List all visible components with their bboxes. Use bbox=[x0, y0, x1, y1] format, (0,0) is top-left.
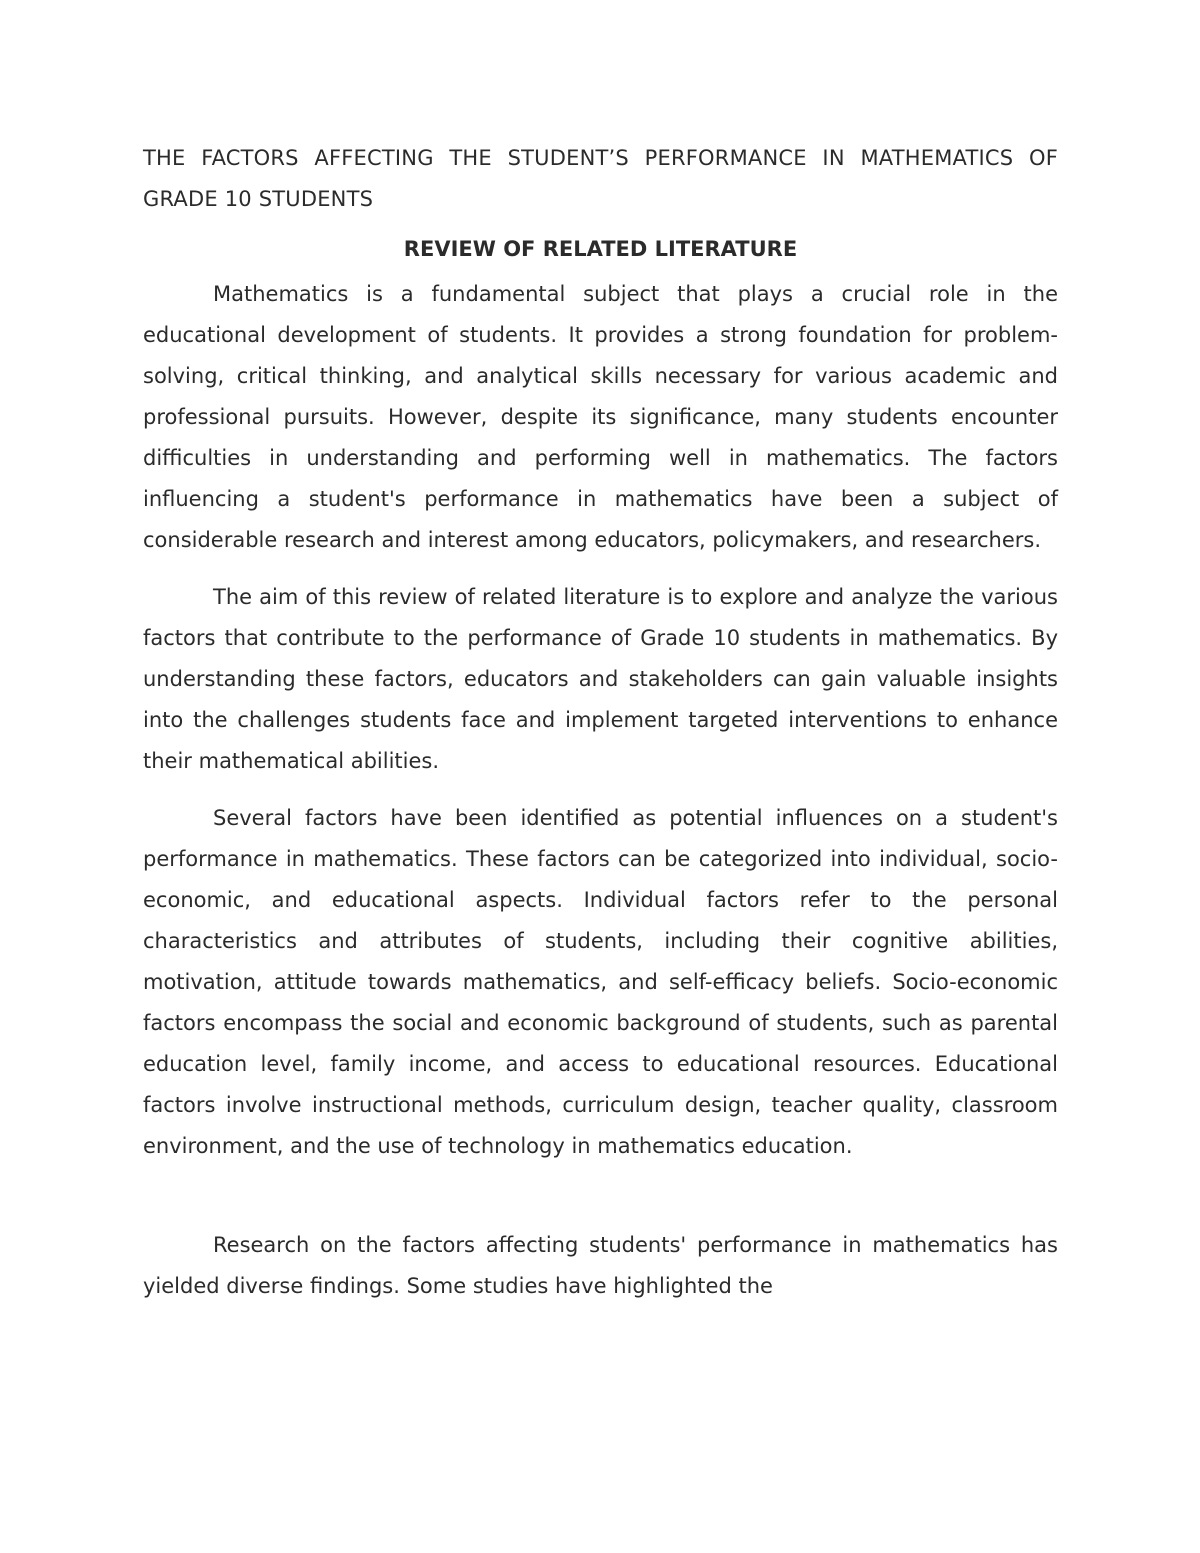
paragraph-2: The aim of this review of related literature is to explore and analyze the various factors that contribute to the performance of Grade 10 students in mathematics. By understanding these factors, educators and stakeholders can gain valuable insights into the challenges students face and implement targeted interventions to enhance their mathematical abilities. bbox=[143, 585, 1058, 773]
section-heading: REVIEW OF RELATED LITERATURE bbox=[403, 237, 798, 261]
document-body bbox=[143, 138, 1058, 1323]
paragraph-3: Several factors have been identified as potential influences on a student's performance in mathematics. These factors can be categorized into individual, socio-economic, and educational aspects. Individual factors refer to the personal characteristics and attributes of students, including their cognitive abilities, motivation, attitude towards mathematics, and self-efficacy beliefs. Socio-economic factors encompass the social and economic background of students, such as parental education level, family income, and access to educational resources. Educational factors involve instructional methods, curriculum design, teacher quality, classroom environment, and the use of technology in mathematics education. bbox=[143, 806, 1058, 1158]
paragraph-4: Research on the factors affecting students' performance in mathematics has yielded diverse findings. Some studies have highlighted the bbox=[143, 1233, 1058, 1298]
document-title: THE FACTORS AFFECTING THE STUDENT’S PERFORMANCE IN MATHEMATICS OF GRADE 10 STUDENTS bbox=[143, 146, 1058, 211]
paragraph-1: Mathematics is a fundamental subject that plays a crucial role in the educational development of students. It provides a strong foundation for problem-solving, critical thinking, and analytical skills necessary for various academic and professional pursuits. However, despite its significance, many students encounter difficulties in understanding and performing well in mathematics. The factors influencing a student's performance in mathematics have been a subject of considerable research and interest among educators, policymakers, and researchers. bbox=[143, 282, 1058, 552]
